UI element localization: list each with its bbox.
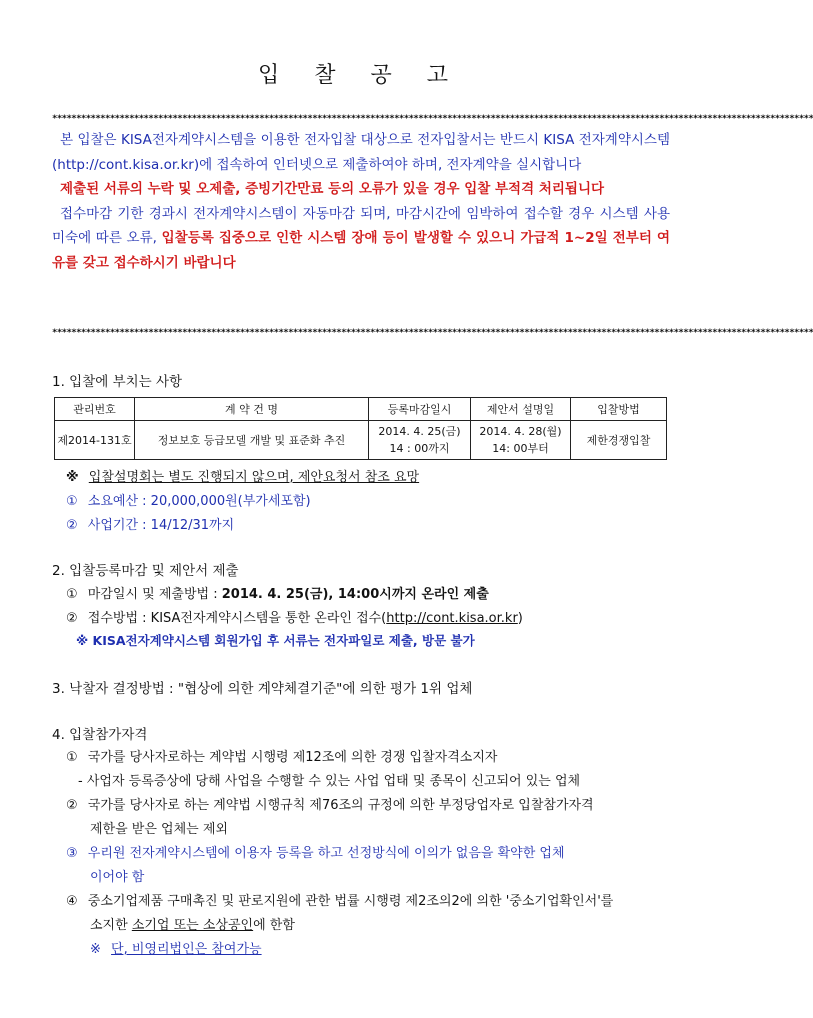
section-2-heading: 2. 입찰등록마감 및 제안서 제출 — [52, 563, 239, 579]
item-1-deadline: 2014. 4. 25(금), 14:00시까지 온라인 제출 — [221, 587, 489, 602]
s4-item-4-text-1: 중소기업제품 구매촉진 및 판로지원에 관한 법률 시행령 제2조의2에 의한 '중소기업확인서'를 — [87, 894, 614, 909]
s4-item-3-mark: ③ — [66, 846, 78, 861]
notice-paragraph-3-start: 접수마감 기한 경과시 전자계약시스템이 자동마감 되며, 마감시간에 임박하여 접수할 경우 시스템 사용 미숙에 따른 오류, — [52, 205, 670, 246]
item-1-mark: ① — [66, 587, 78, 602]
briefing-time: 14: 00부터 — [492, 442, 549, 455]
header-method: 입찰방법 — [571, 398, 667, 421]
section-2-item-2 — [66, 607, 523, 626]
header-briefing: 제안서 설명일 — [471, 398, 571, 421]
period-line — [66, 514, 234, 533]
item-2-label: 접수방법 : KISA전자계약시스템을 통한 온라인 접수( — [87, 611, 387, 626]
section-4-item-4 — [66, 890, 613, 909]
section-3-heading: 3. 낙찰자 결정방법 : "협상에 의한 계약체결기준"에 의한 평가 1위 업체 — [52, 681, 473, 697]
deadline-time: 14 : 00까지 — [389, 442, 450, 455]
section-4-heading: 4. 입찰참가자격 — [52, 727, 148, 743]
cell-name: 정보보호 등급모델 개발 및 표준화 추진 — [135, 421, 369, 460]
s4-item-4-post: 에 한함 — [253, 918, 295, 933]
period-mark: ② — [66, 518, 78, 533]
table-header-row — [55, 398, 667, 421]
s4-item-2-text-2: 제한을 받은 업체는 제외 — [90, 822, 228, 837]
s4-item-1-text: 국가를 당사자로하는 계약법 시행령 제12조에 의한 경쟁 입찰자격소지자 — [87, 750, 498, 765]
notice-paragraph-2: 제출된 서류의 누락 및 오제출, 증빙기간만료 등의 오류가 있을 경우 입찰 부적격 처리됩니다 — [60, 181, 605, 197]
section-1-note-text: 입찰설명회는 별도 진행되지 않으며, 제안요청서 참조 요망 — [88, 470, 420, 485]
period-text: 사업기간 : 14/12/31까지 — [87, 518, 235, 533]
note-mark: ※ — [66, 470, 79, 485]
page-title: 입 찰 공 고 — [258, 63, 462, 88]
budget-text: 소요예산 : 20,000,000원(부가세포함) — [87, 494, 311, 509]
s4-item-2-mark: ② — [66, 798, 78, 813]
briefing-date: 2014. 4. 28(월) — [479, 425, 562, 438]
cell-id: 제2014-131호 — [55, 421, 135, 460]
section-4-item-2 — [66, 794, 594, 813]
header-id: 관리번호 — [55, 398, 135, 421]
s4-item-1-mark: ① — [66, 750, 78, 765]
s4-note-text: 단, 비영리법인은 참여가능 — [111, 942, 262, 957]
kisa-contract-link[interactable]: http://cont.kisa.or.kr — [386, 611, 518, 626]
deadline-date: 2014. 4. 25(금) — [378, 425, 461, 438]
cell-deadline — [369, 421, 471, 460]
table-row — [55, 421, 667, 460]
section-4-item-1-sub: - 사업자 등록증상에 당해 사업을 수행할 수 있는 사업 업태 및 종목이 신고되어 있는 업체 — [78, 774, 581, 789]
section-1-note — [66, 466, 419, 485]
notice-paragraph-3-warning: 입찰등록 집중으로 인한 시스템 장애 등이 발생할 수 있으니 가급적 1~2일 전부터 여유를 갖고 접수하시기 바랍니다 — [52, 230, 671, 271]
item-2-close: ) — [517, 611, 523, 626]
bid-table — [54, 397, 667, 460]
section-2-item-1 — [66, 583, 489, 602]
budget-line — [66, 490, 311, 509]
notice-block — [52, 128, 670, 275]
section-4-item-1 — [66, 746, 497, 765]
s4-item-4-pre: 소지한 — [90, 918, 132, 933]
s4-item-4-note — [90, 938, 262, 957]
section-4-item-3 — [66, 842, 565, 861]
item-1-label: 마감일시 및 제출방법 : — [87, 587, 222, 602]
s4-item-4-text-2 — [90, 914, 295, 933]
divider-top: ************************************************************************************************************************************************************** — [52, 114, 813, 124]
s4-item-3-text-1: 우리원 전자계약시스템에 이용자 등록을 하고 선정방식에 이의가 없음을 확약한 업체 — [87, 846, 565, 861]
divider-bottom: ************************************************************************************************************************************************************** — [52, 328, 813, 338]
cell-method: 제한경쟁입찰 — [571, 421, 667, 460]
section-2-note: ※ KISA전자계약시스템 회원가입 후 서류는 전자파일로 제출, 방문 불가 — [76, 633, 475, 648]
notice-paragraph-3 — [52, 202, 670, 276]
s4-item-3-text-2: 이어야 함 — [90, 870, 145, 885]
s4-item-2-text-1: 국가를 당사자로 하는 계약법 시행규칙 제76조의 규정에 의한 부정당업자로 입찰참가자격 — [87, 798, 594, 813]
s4-item-4-mark: ④ — [66, 894, 78, 909]
section-1-heading: 1. 입찰에 부치는 사항 — [52, 374, 183, 390]
header-name: 계 약 건 명 — [135, 398, 369, 421]
item-2-mark: ② — [66, 611, 78, 626]
s4-item-4-underlined: 소기업 또는 소상공인 — [131, 918, 254, 933]
s4-note-mark: ※ — [90, 942, 101, 957]
header-deadline: 등록마감일시 — [369, 398, 471, 421]
cell-briefing — [471, 421, 571, 460]
notice-paragraph-1: 본 입찰은 KISA전자계약시스템을 이용한 전자입찰 대상으로 전자입찰서는 반드시 KISA 전자계약시스템(http://cont.kisa.or.kr)에 접속하여 인터넷으로 제출하여야 하며, 전자계약을 실시합니다 — [52, 132, 670, 173]
budget-mark: ① — [66, 494, 78, 509]
